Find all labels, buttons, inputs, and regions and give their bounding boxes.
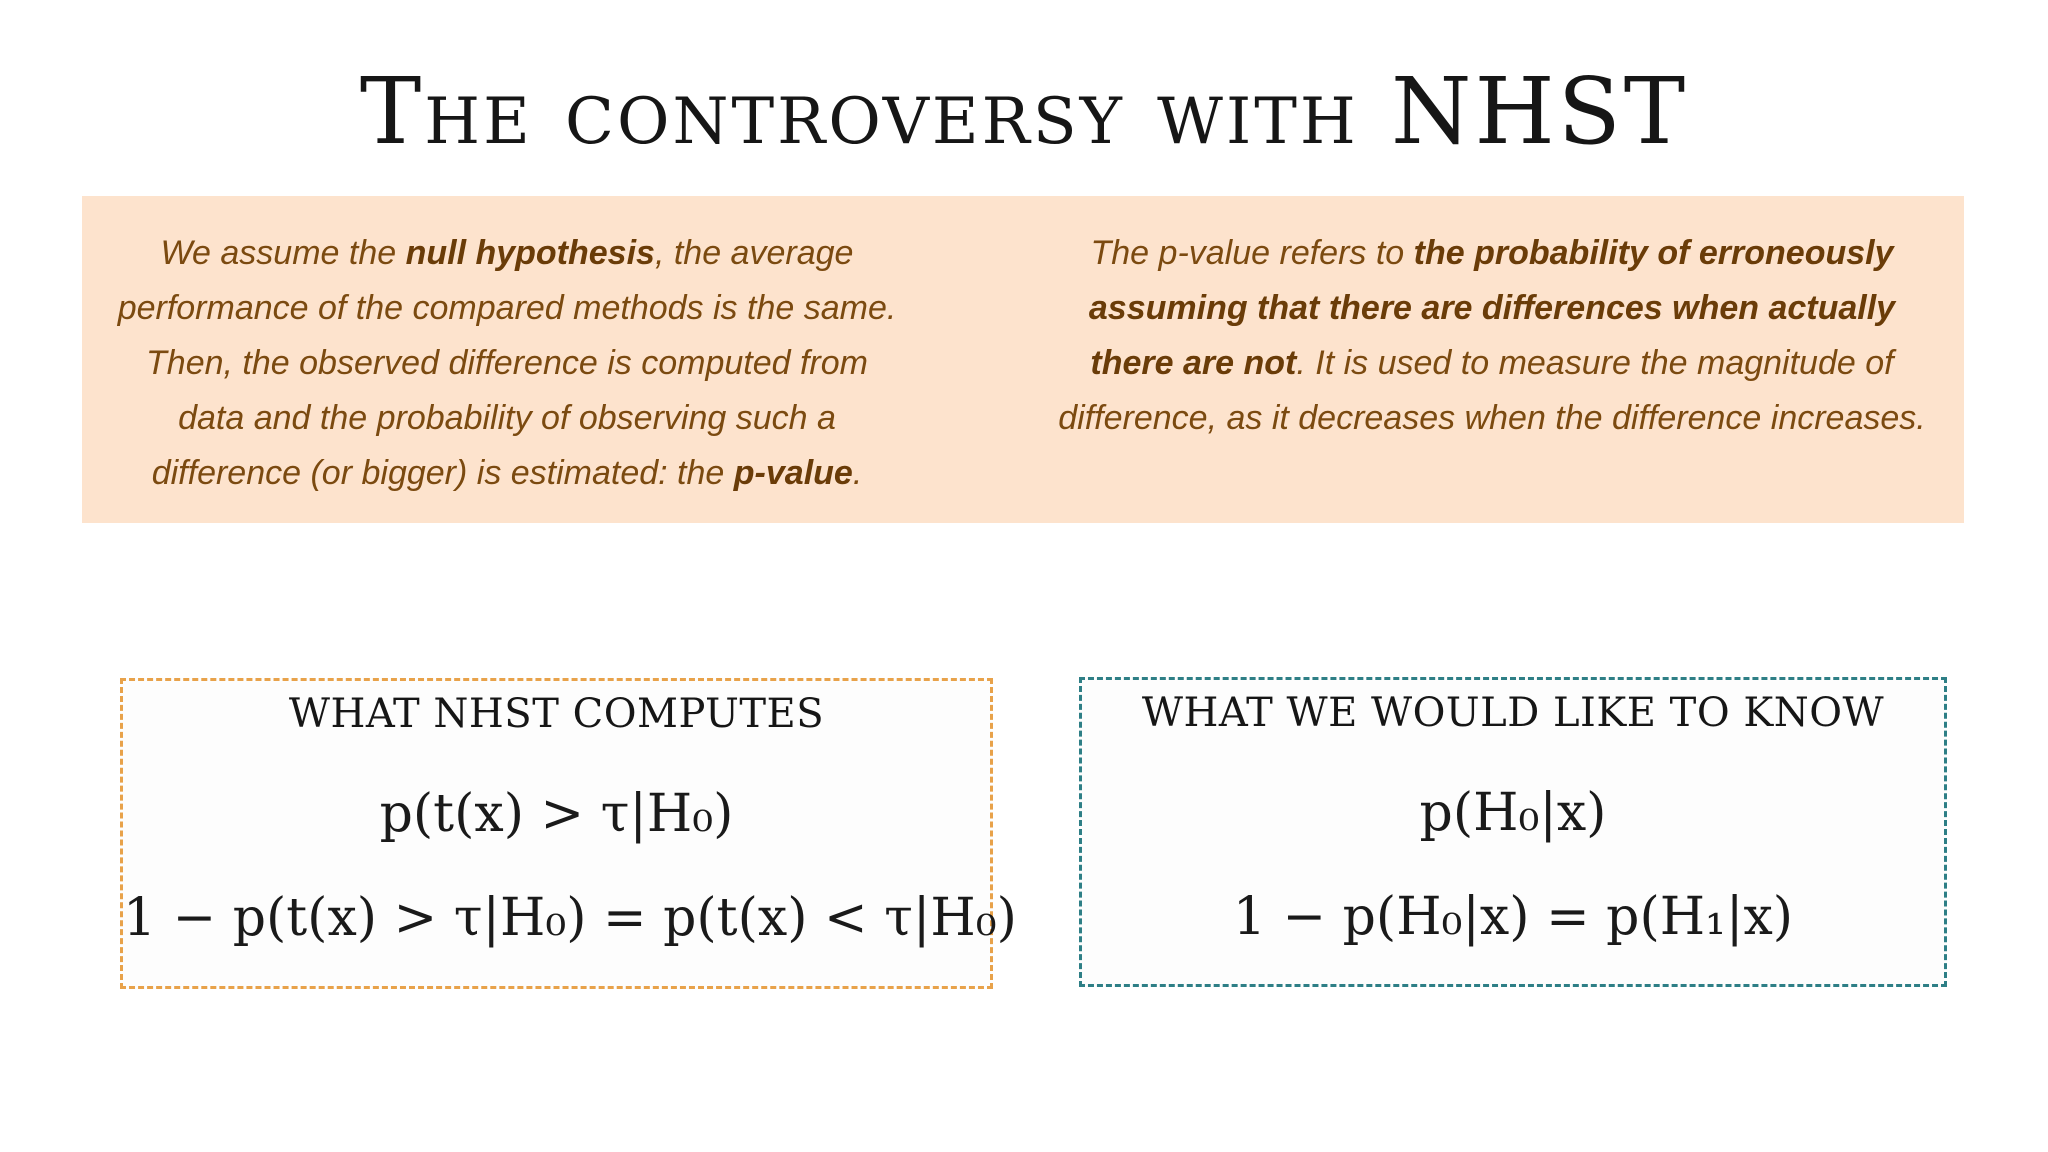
explanation-band <box>82 196 1964 523</box>
would-like-to-know-heading: WHAT WE WOULD LIKE TO KNOW <box>1141 690 1885 736</box>
nhst-computes-heading: WHAT NHST COMPUTES <box>288 691 825 737</box>
text-part: We assume the <box>160 234 406 272</box>
would-like-to-know-box <box>1079 677 1947 987</box>
slide-title: The controversy with NHST <box>359 58 1689 165</box>
want-formula-2: 1 − p(H₀|x) = p(H₁|x) <box>1232 887 1794 947</box>
text-part: The p-value refers to <box>1090 234 1414 272</box>
nhst-formula-1: p(t(x) > τ|H₀) <box>379 784 734 844</box>
p-value-definition-text <box>1052 226 1932 446</box>
nhst-computes-box <box>120 678 1017 989</box>
null-hypothesis-text <box>112 226 902 501</box>
text-part: . It is used to measure the magnitude of difference, as it decreases when the difference increases. <box>1058 344 1926 437</box>
want-formula-1: p(H₀|x) <box>1419 783 1607 843</box>
bold-null-hypothesis: null hypothesis <box>405 234 655 272</box>
text-part: , the average performance of the compared methods is the same. Then, the observed difference is computed from data and the probability of observing such a difference (or bigger) is estimated: the <box>117 234 897 492</box>
nhst-formula-2: 1 − p(t(x) > τ|H₀) = p(t(x) < τ|H₀) <box>123 888 1017 948</box>
bold-p-value: p-value <box>733 454 853 492</box>
text-part: . <box>852 454 863 492</box>
bold-definition: the probability of erroneously assuming that there are differences when actually there are not <box>1088 234 1896 382</box>
